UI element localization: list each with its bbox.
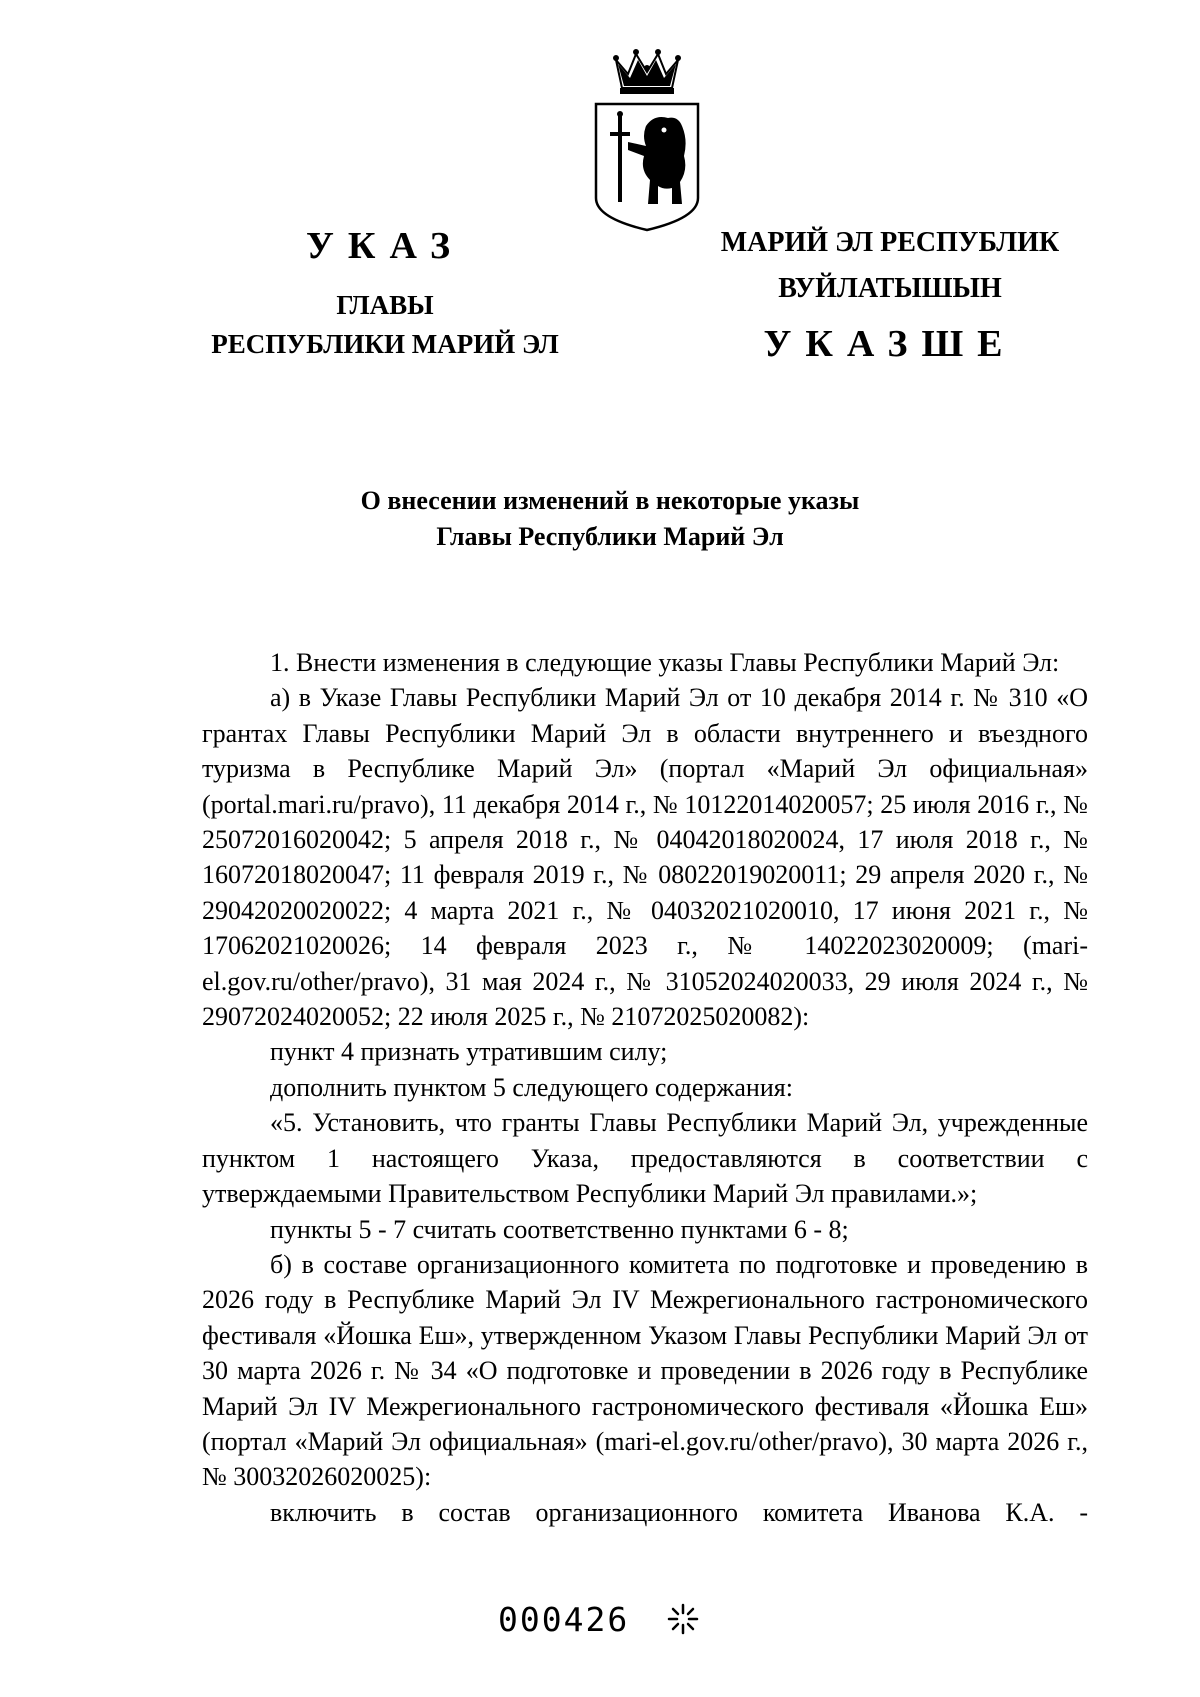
paragraph-8: включить в состав организационного комитета Иванова К.А. -: [270, 1497, 1088, 1527]
paragraph-4: дополнить пунктом 5 следующего содержания:: [270, 1072, 793, 1102]
header-left-line2: РЕСПУБЛИКИ МАРИЙ ЭЛ: [211, 329, 559, 359]
document-title-line1: О внесении изменений в некоторые указы: [360, 486, 860, 515]
document-title: [300, 483, 920, 555]
paragraph-3: пункт 4 признать утратившим силу;: [270, 1037, 668, 1067]
document-serial-number: 000426: [498, 1600, 630, 1639]
coat-of-arms-icon: [588, 48, 706, 234]
header-right-line1: МАРИЙ ЭЛ РЕСПУБЛИК: [720, 227, 1060, 258]
decree-title-right: УКАЗШЕ: [763, 323, 1017, 365]
header-left-line1: ГЛАВЫ: [336, 290, 434, 320]
paragraph-2: а) в Указе Главы Республики Марий Эл от 10 декабря 2014 г. № 310 «О грантах Главы Республики Марий Эл в области внутреннего и въездного туризма в Республике Марий Эл» (портал «Марий Эл официальная» (portal.mari.ru/pravo), 11 декабря 2014 г., № 10122014020057; 25 июля 2016 г., № 25072016020042; 5 апреля 2018 г., № 04042018020024, 17 июля 2018 г., № 16072018020047; 11 февраля 2019 г., № 08022019020011; 29 апреля 2020 г., № 29042020020022; 4 марта 2021 г., № 04032021020010, 17 июня 2021 г., № 17062021020026; 14 февраля 2023 г., № 14022023020009; (mari-el.gov.ru/other/pravo), 31 мая 2024 г., № 31052024020033, 29 июля 2024 г., № 29072024020052; 22 июля 2025 г., № 21072025020082):: [202, 683, 1088, 1032]
header-right: [700, 220, 1080, 312]
paragraph-1: 1. Внести изменения в следующие указы Главы Республики Марий Эл:: [270, 648, 1060, 677]
paragraph-5: «5. Установить, что гранты Главы Республики Марий Эл, учрежденные пунктом 1 настоящего Указа, предоставляются в соответствии с утверждаемыми Правительством Республики Марий Эл правилами.»;: [202, 1108, 1088, 1209]
decree-title-left: УКАЗ: [306, 225, 464, 267]
header-right-line2: ВУЙЛАТЫШЫН: [778, 273, 1002, 304]
document-body: [202, 645, 1088, 1530]
paragraph-7: б) в составе организационного комитета по подготовке и проведению в 2026 году в Республике Марий Эл IV Межрегионального гастрономического фестиваля «Йошка Еш», утвержденном Указом Главы Республики Марий Эл от 30 марта 2026 г. № 34 «О подготовке и проведении в 2026 году в Республике Марий Эл IV Межрегионального гастрономического фестиваля «Йошка Еш» (портал «Марий Эл официальная» (mari-el.gov.ru/other/pravo), 30 марта 2026 г., № 30032026020025):: [202, 1249, 1088, 1492]
security-mark-icon: [666, 1602, 700, 1636]
document-title-line2: Главы Республики Марий Эл: [436, 522, 784, 551]
paragraph-6: пункты 5 - 7 считать соответственно пунктами 6 - 8;: [270, 1214, 849, 1244]
